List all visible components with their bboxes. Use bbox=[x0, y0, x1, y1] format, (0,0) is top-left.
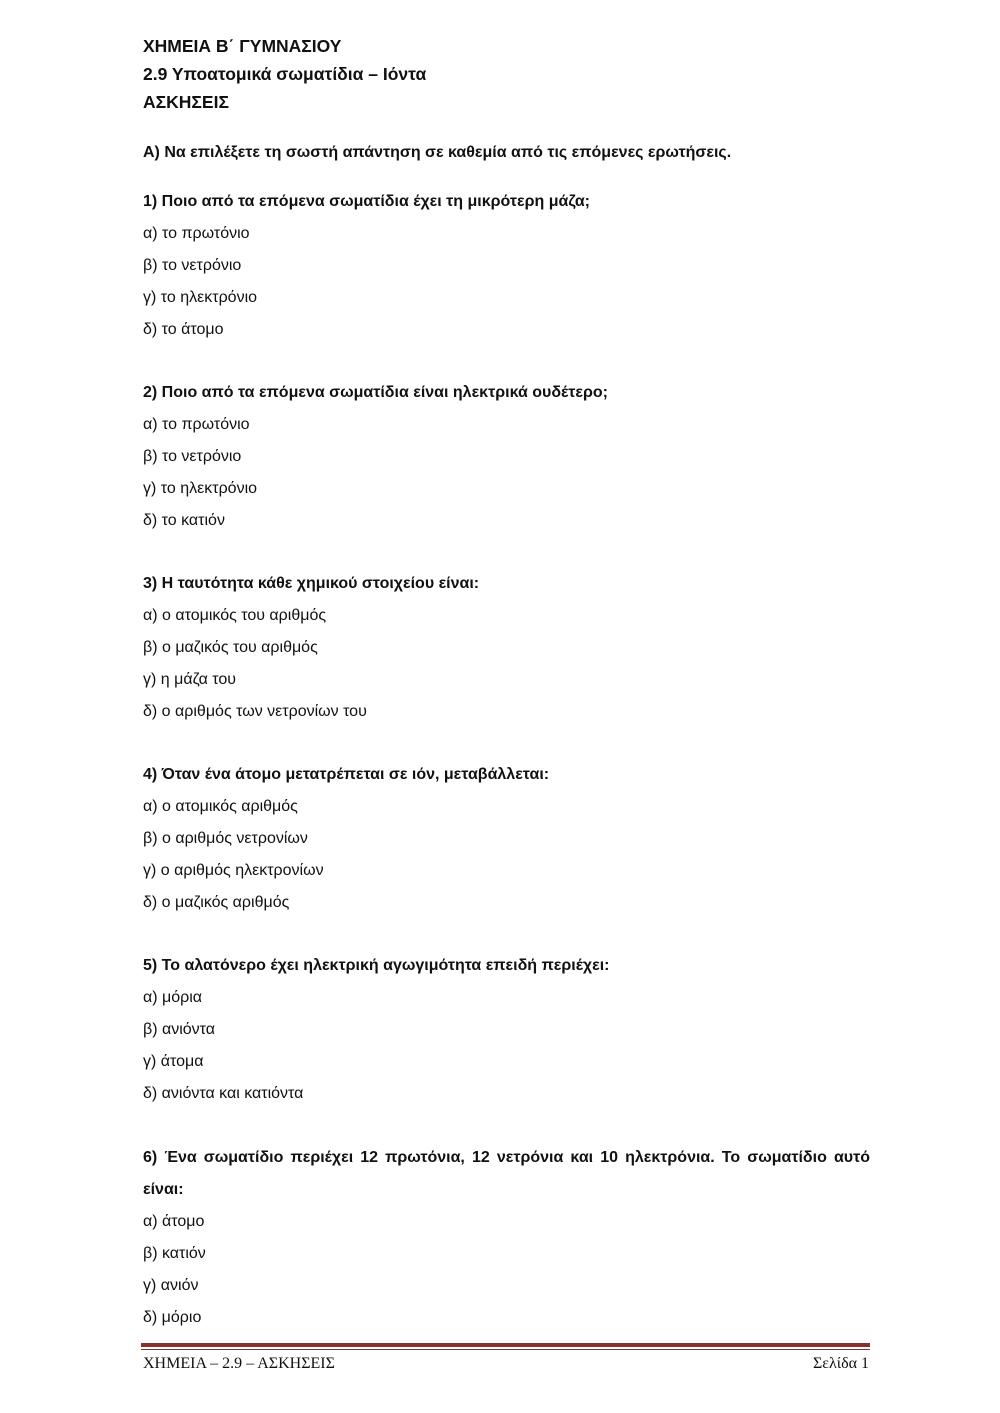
page-number: Σελίδα 1 bbox=[812, 1355, 869, 1372]
option-b: β) το νετρόνιο bbox=[143, 257, 242, 274]
option-d: δ) μόριο bbox=[143, 1309, 202, 1326]
footer-title: ΧΗΜΕΙΑ – 2.9 – ΑΣΚΗΣΕΙΣ bbox=[143, 1355, 335, 1372]
section-title: ΑΣΚΗΣΕΙΣ bbox=[143, 92, 229, 112]
option-b: β) το νετρόνιο bbox=[143, 448, 242, 465]
chapter-title: 2.9 Υποατομικά σωματίδια – Ιόντα bbox=[143, 64, 427, 84]
subject-title: ΧΗΜΕΙΑ Β΄ ΓΥΜΝΑΣΙΟΥ bbox=[143, 36, 342, 56]
option-c: γ) άτομα bbox=[143, 1053, 204, 1070]
option-c: γ) η μάζα του bbox=[143, 671, 237, 688]
option-b: β) ο αριθμός νετρονίων bbox=[143, 830, 308, 847]
question-4 bbox=[143, 759, 870, 919]
option-a: α) ο ατομικός του αριθμός bbox=[143, 607, 327, 624]
option-d: δ) ο αριθμός των νετρονίων του bbox=[143, 703, 367, 720]
option-d: δ) το κατιόν bbox=[143, 512, 225, 529]
question-3 bbox=[143, 568, 870, 728]
option-c: γ) ο αριθμός ηλεκτρονίων bbox=[143, 862, 324, 879]
option-b: β) ο μαζικός του αριθμός bbox=[143, 639, 318, 656]
option-a: α) μόρια bbox=[143, 989, 203, 1006]
question-text: 3) Η ταυτότητα κάθε χημικού στοιχείου είναι: bbox=[143, 575, 480, 592]
question-1 bbox=[143, 186, 870, 346]
option-a: α) το πρωτόνιο bbox=[143, 225, 250, 242]
option-c: γ) το ηλεκτρόνιο bbox=[143, 289, 258, 306]
instruction-text: Α) Να επιλέξετε τη σωστή απάντηση σε καθεμία από τις επόμενες ερωτήσεις. bbox=[143, 144, 732, 161]
option-d: δ) το άτομο bbox=[143, 321, 224, 338]
option-c: γ) το ηλεκτρόνιο bbox=[143, 480, 258, 497]
question-5 bbox=[143, 950, 870, 1110]
option-a: α) το πρωτόνιο bbox=[143, 416, 250, 433]
footer-divider-thin bbox=[141, 1349, 870, 1350]
option-a: α) άτομο bbox=[143, 1213, 205, 1230]
option-b: β) κατιόν bbox=[143, 1245, 206, 1262]
question-text: 4) Όταν ένα άτομο μετατρέπεται σε ιόν, μεταβάλλεται: bbox=[143, 766, 550, 783]
option-a: α) ο ατομικός αριθμός bbox=[143, 798, 298, 815]
question-text: 1) Ποιο από τα επόμενα σωματίδια έχει τη μικρότερη μάζα; bbox=[143, 193, 590, 210]
question-text: 5) Το αλατόνερο έχει ηλεκτρική αγωγιμότητα επειδή περιέχει: bbox=[143, 957, 610, 974]
option-b: β) ανιόντα bbox=[143, 1021, 216, 1038]
option-d: δ) ανιόντα και κατιόντα bbox=[143, 1085, 304, 1102]
footer-divider-thick bbox=[141, 1343, 870, 1347]
question-text: 6) Ένα σωματίδιο περιέχει 12 πρωτόνια, 12 νετρόνια και 10 ηλεκτρόνια. Το σωματίδιο αυτό είναι: bbox=[143, 1149, 870, 1198]
question-6 bbox=[143, 1142, 870, 1334]
question-2 bbox=[143, 377, 870, 537]
option-c: γ) ανιόν bbox=[143, 1277, 199, 1294]
option-d: δ) ο μαζικός αριθμός bbox=[143, 894, 290, 911]
question-text: 2) Ποιο από τα επόμενα σωματίδια είναι ηλεκτρικά ουδέτερο; bbox=[143, 384, 608, 401]
